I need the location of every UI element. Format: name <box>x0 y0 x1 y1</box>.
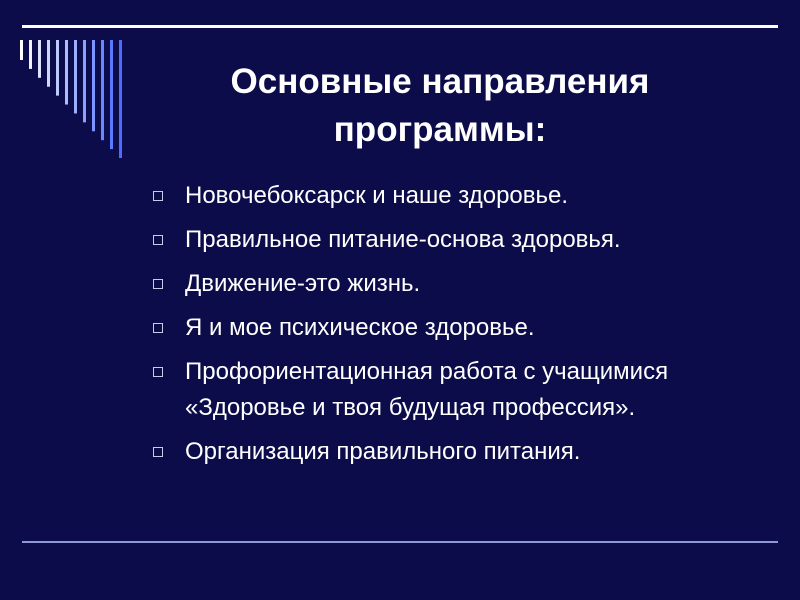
bullet-list <box>150 178 780 478</box>
hollow-square-icon <box>153 323 163 333</box>
bullet-text: Профориентационная работа с учащимися «Здоровье и твоя будущая профессия». <box>185 358 669 421</box>
decorative-stripe <box>38 40 41 78</box>
bullet-item <box>150 178 780 214</box>
hollow-square-icon <box>153 367 163 377</box>
bullet-text: Движение-это жизнь. <box>185 270 421 297</box>
decorative-stripe <box>47 40 50 87</box>
decorative-stripe <box>119 40 122 158</box>
decorative-stripe <box>110 40 113 149</box>
decorative-stripe <box>83 40 86 122</box>
bullet-text: Правильное питание-основа здоровья. <box>185 226 621 253</box>
bullet-item <box>150 222 780 258</box>
bullet-text: Организация правильного питания. <box>185 438 581 465</box>
decorative-stripe <box>65 40 68 105</box>
decorative-stripe <box>29 40 32 69</box>
decorative-stripe <box>56 40 59 96</box>
bullet-item <box>150 266 780 302</box>
bullet-item <box>150 354 780 426</box>
decorative-stripe <box>74 40 77 113</box>
bullet-item <box>150 434 780 470</box>
hollow-square-icon <box>153 235 163 245</box>
decorative-stripe <box>20 40 23 60</box>
bullet-text: Я и мое психическое здоровье. <box>185 314 535 341</box>
hollow-square-icon <box>153 191 163 201</box>
bottom-divider-line <box>22 541 778 543</box>
bullet-text: Новочебоксарск и наше здоровье. <box>185 182 569 209</box>
hollow-square-icon <box>153 447 163 457</box>
decorative-stripe <box>101 40 104 140</box>
decorative-stripe <box>92 40 95 131</box>
hollow-square-icon <box>153 279 163 289</box>
vertical-stripes-decoration <box>0 0 140 170</box>
bullet-item <box>150 310 780 346</box>
slide-title: Основные направления программы: <box>230 62 650 149</box>
